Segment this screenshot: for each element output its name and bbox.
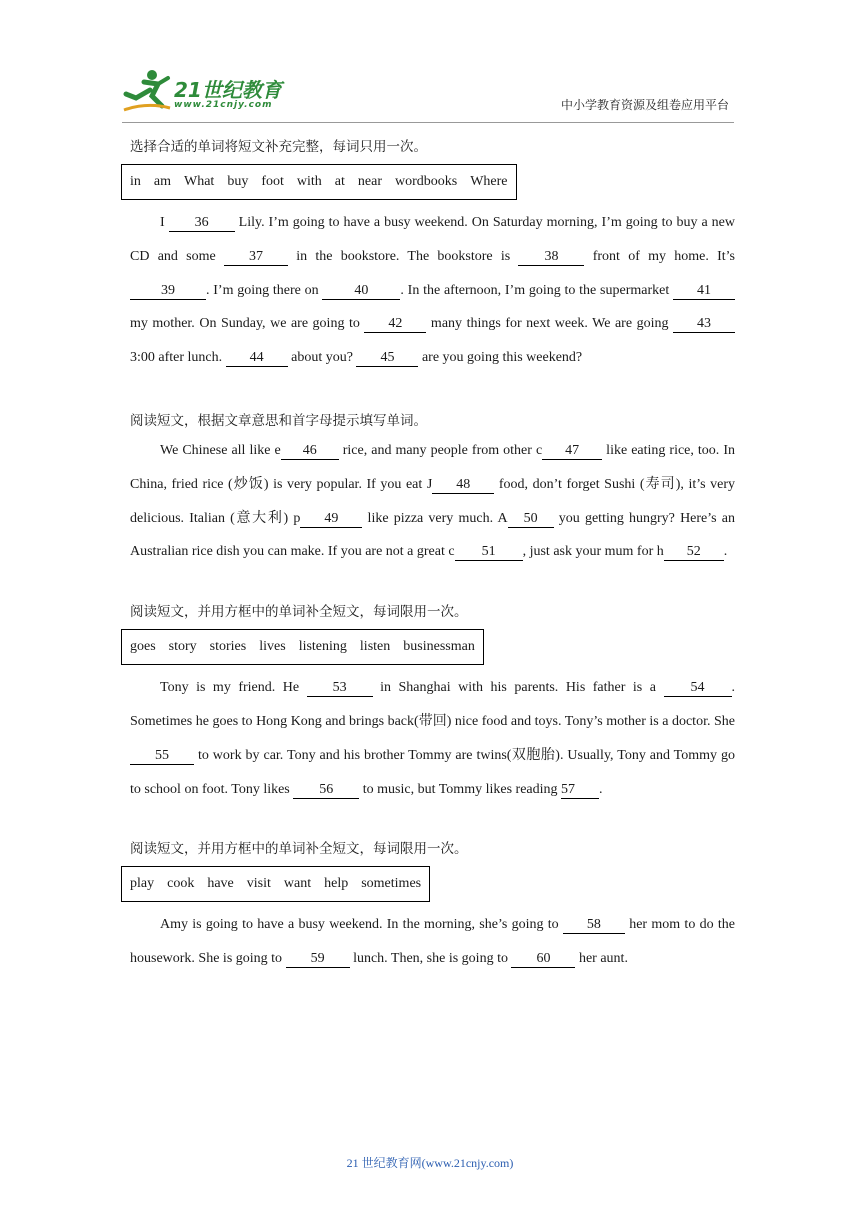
passage-text: in Shanghai with his parents. His father is a xyxy=(372,680,664,696)
blank-37[interactable]: 37 xyxy=(224,249,288,266)
passage-text: rice, and many people from other c xyxy=(338,442,543,458)
passage-text: I xyxy=(160,215,169,230)
passage-text: to work by car. Tony and his brother Tommy are twins(双胞胎). Usually, Tony and Tommy go to school on foot. Tony likes xyxy=(130,747,735,797)
blank-58[interactable]: 58 xyxy=(563,917,625,934)
blank-36[interactable]: 36 xyxy=(169,215,235,232)
section1-word-box xyxy=(121,164,517,200)
platform-name: 中小学教育资源及组卷应用平台 xyxy=(560,98,729,112)
blank-39[interactable]: 39 xyxy=(130,283,206,300)
passage-text: Lily. I’m going to have a busy weekend. On Saturday morning, I’m going to buy a new CD and some xyxy=(130,215,735,264)
passage-text: like eating rice, too. In China, fried rice (炒饭) is very popular. If you eat J xyxy=(130,442,735,492)
passage-text: Tony is my friend. He xyxy=(160,680,307,696)
runner-logo-icon xyxy=(122,68,172,114)
section3-passage xyxy=(130,671,735,806)
passage-text: . xyxy=(723,544,728,560)
word-box-item: foot xyxy=(261,174,284,189)
passage-text: my mother. On Sunday, we are going to xyxy=(130,316,365,332)
blank-49[interactable]: 49 xyxy=(300,511,362,528)
passage-text: many things for next week. We are going xyxy=(426,316,673,332)
passage-text: 3:00 after lunch. xyxy=(130,350,226,366)
blank-50[interactable]: 50 xyxy=(508,511,554,528)
passage-text: . In the afternoon, I’m going to the supermarket xyxy=(400,282,673,298)
blank-38[interactable]: 38 xyxy=(518,249,584,266)
passage-text: to music, but Tommy likes reading xyxy=(359,781,562,797)
passage-text: her aunt. xyxy=(575,951,628,967)
word-box-item: Where xyxy=(470,174,508,189)
word-box-item: near xyxy=(357,174,382,189)
blank-45[interactable]: 45 xyxy=(356,350,418,367)
word-box-item: story xyxy=(168,639,197,655)
blank-41[interactable]: 41 xyxy=(673,283,735,300)
blank-59[interactable]: 59 xyxy=(286,951,350,968)
passage-text: . xyxy=(599,781,603,797)
passage-text: like pizza very much. A xyxy=(362,510,508,526)
passage-text: lunch. Then, she is going to xyxy=(349,951,512,967)
header-divider xyxy=(122,122,734,123)
blank-40[interactable]: 40 xyxy=(322,283,400,300)
word-box-item: wordbooks xyxy=(394,174,458,189)
passage-text: We Chinese all like e xyxy=(160,442,281,458)
section4-word-box xyxy=(121,866,430,902)
word-box-item: visit xyxy=(246,876,271,892)
passage-text: , just ask your mum for h xyxy=(522,544,664,560)
word-box-item: sometimes xyxy=(361,876,422,892)
blank-52[interactable]: 52 xyxy=(664,544,724,561)
passage-text: . Sometimes he goes to Hong Kong and brings back(带回) nice food and toys. Tony’s mother is a doctor. She xyxy=(130,680,735,729)
word-box-item: stories xyxy=(209,639,247,655)
word-box-item: in xyxy=(130,174,141,189)
word-box-item: am xyxy=(153,174,171,189)
word-box-item: lives xyxy=(259,639,286,655)
blank-43[interactable]: 43 xyxy=(673,316,735,333)
word-box-item: goes xyxy=(130,639,156,655)
passage-text: food, don’t forget Sushi (寿司), it’s very delicious. Italian (意大利) p xyxy=(130,476,735,526)
word-box-item: cook xyxy=(167,876,195,892)
word-box-item: listen xyxy=(359,639,391,655)
section3-instruction: 阅读短文，并用方框中的单词补全短文，每词限用一次。 xyxy=(130,604,468,621)
worksheet-content xyxy=(130,134,735,976)
blank-42[interactable]: 42 xyxy=(364,316,426,333)
blank-47[interactable]: 47 xyxy=(542,443,602,460)
blank-48[interactable]: 48 xyxy=(432,477,494,494)
blank-56[interactable]: 56 xyxy=(293,782,359,799)
word-box-item: What xyxy=(184,174,215,189)
section1-passage xyxy=(130,206,735,375)
page-footer[interactable]: 21 世纪教育网(www.21cnjy.com) xyxy=(346,1156,514,1170)
passage-text: . I’m going there on xyxy=(206,282,323,298)
word-box-item: at xyxy=(334,174,345,189)
passage-text: Amy is going to have a busy weekend. In the morning, she’s going to xyxy=(160,917,563,933)
blank-51[interactable]: 51 xyxy=(455,544,523,561)
passage-text: are you going this weekend? xyxy=(418,350,583,366)
word-box-item: have xyxy=(207,876,234,892)
site-logo[interactable] xyxy=(122,68,292,116)
word-box-item: help xyxy=(324,876,349,892)
blank-46[interactable]: 46 xyxy=(281,443,339,460)
word-box-item: buy xyxy=(227,174,249,189)
section3-word-box xyxy=(121,629,484,665)
word-box-item: want xyxy=(283,876,312,892)
section2-instruction: 阅读短文，根据文章意思和首字母提示填写单词。 xyxy=(130,412,427,429)
passage-text: in the bookstore. The bookstore is xyxy=(287,248,519,264)
section4-passage xyxy=(130,908,735,976)
passage-text: front of my home. It’s xyxy=(584,248,735,264)
section4-instruction: 阅读短文，并用方框中的单词补全短文，每词限用一次。 xyxy=(130,841,468,858)
blank-55[interactable]: 55 xyxy=(130,748,194,765)
blank-53[interactable]: 53 xyxy=(307,680,373,697)
word-box-item: with xyxy=(296,174,322,189)
blank-44[interactable]: 44 xyxy=(226,350,288,367)
page-header xyxy=(0,0,860,125)
passage-text: about you? xyxy=(287,350,357,366)
section1-instruction: 选择合适的单词将短文补充完整，每词只用一次。 xyxy=(130,139,427,155)
blank-54[interactable]: 54 xyxy=(664,680,732,697)
section2-passage xyxy=(130,434,735,569)
blank-57[interactable]: 57 xyxy=(561,782,599,799)
word-box-item: businessman xyxy=(403,639,475,655)
passage-text: her mom to do the housework. She is going to xyxy=(130,917,735,967)
passage-text: you getting hungry? Here’s an Australian rice dish you can make. If you are not a great c xyxy=(130,510,736,560)
logo-url: www.21cnjy.com xyxy=(174,100,273,110)
word-box-item: listening xyxy=(298,639,347,655)
logo-text: 21世纪教育 xyxy=(174,78,282,102)
blank-60[interactable]: 60 xyxy=(511,951,575,968)
word-box-item: play xyxy=(130,876,155,892)
